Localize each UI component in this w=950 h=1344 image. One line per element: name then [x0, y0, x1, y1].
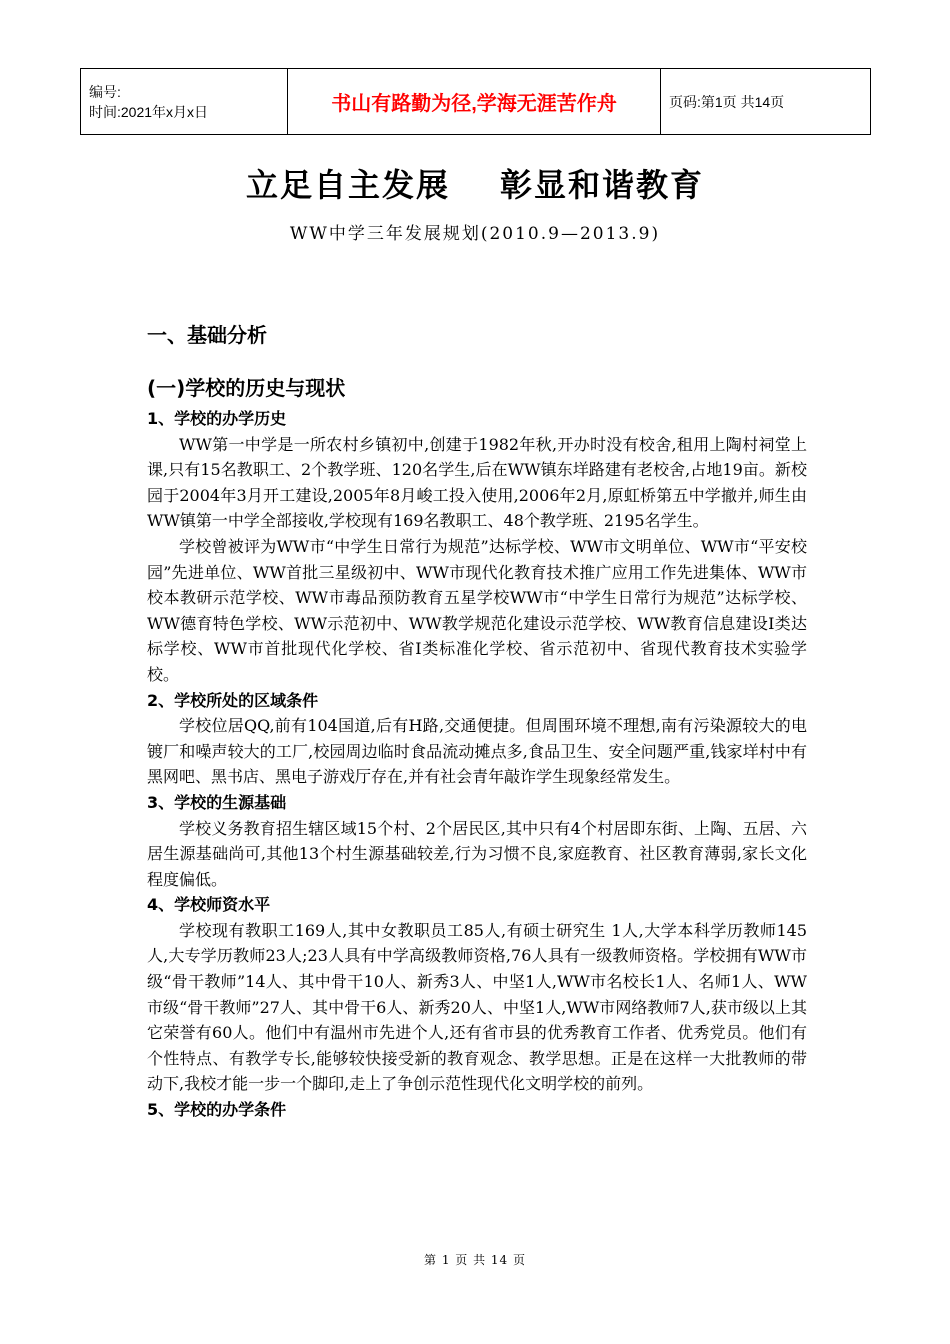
- header-page-info: 页码:第1页 共14页: [661, 69, 871, 135]
- item-heading: 2、学校所处的区域条件: [147, 690, 319, 710]
- paragraph: 学校曾被评为WW市“中学生日常行为规范”达标学校、WW市文明单位、WW市“平安校园”先进单位、WW首批三星级初中、WW市现代化教育技术推广应用工作先进集体、WW市校本教研示范学校、WW市毒品预防教育五星学校WW市“中学生日常行为规范”达标学校、WW德育特色学校、WW示范初中、WW教学规范化建设示范学校、WW教育信息建设Ⅰ类达标学校、WW市首批现代化学校、省Ⅰ类标准化学校、省示范初中、省现代教育技术实验学校。: [147, 536, 807, 684]
- subsection-heading: (一)学校的历史与现状: [147, 376, 346, 400]
- section-heading: 一、基础分析: [147, 323, 267, 347]
- title-part-2: 彰显和谐教育: [500, 166, 705, 204]
- page-footer: 第 1 页 共 14 页: [424, 1253, 526, 1267]
- header-motto: 书山有路勤为径,学海无涯苦作舟: [288, 69, 661, 135]
- header-table: [80, 68, 871, 135]
- item-heading: 3、学校的生源基础: [147, 792, 287, 812]
- item-heading: 4、学校师资水平: [147, 895, 271, 915]
- item-heading: 5、学校的办学条件: [147, 1100, 287, 1120]
- document-subtitle: WW中学三年发展规划(2010.9—2013.9): [289, 224, 661, 244]
- paragraph: 学校现有教职工169人,其中女教职员工85人,有硕士研究生 1人,大学本科学历教师145人,大专学历教师23人;23人具有中学高级教师资格,76人具有一级教师资格。学校拥有WW市级“骨干教师”14人、其中骨干10人、新秀3人、中坚1人,WW市名校长1人、名师1人、WW市级“骨干教师”27人、其中骨干6人、新秀20人、中坚1人,WW市网络教师7人,获市级以上其它荣誉有60人。他们中有温州市先进个人,还有省市县的优秀教育工作者、优秀党员。他们有个性特点、有教学专长,能够较快接受新的教育观念、教学思想。正是在这样一大批教师的带动下,我校才能一步一个脚印,走上了争创示范性现代化文明学校的前列。: [147, 920, 807, 1094]
- paragraph: WW第一中学是一所农村乡镇初中,创建于1982年秋,开办时没有校舍,租用上陶村祠堂上课,只有15名教职工、2个教学班、120名学生,后在WW镇东垟路建有老校舍,占地19亩。新校园于2004年3月开工建设,2005年8月峻工投入使用,2006年2月,原虹桥第五中学撤并,师生由WW镇第一中学全部接收,学校现有169名教职工、48个教学班、2195名学生。: [147, 434, 807, 531]
- title-part-1: 立足自主发展: [245, 166, 450, 204]
- document-body: [147, 320, 807, 1123]
- document-title: [0, 160, 950, 206]
- item-heading: 1、学校的办学历史: [147, 409, 287, 428]
- paragraph: 学校义务教育招生辖区域15个村、2个居民区,其中只有4个村居即东街、上陶、五居、六居生源基础尚可,其他13个村生源基础较差,行为习惯不良,家庭教育、社区教育薄弱,家长文化程度偏低。: [147, 818, 807, 889]
- header-meta-cell: [81, 69, 288, 135]
- paragraph: 学校位居QQ,前有104国道,后有H路,交通便捷。但周围环境不理想,南有污染源较大的电镀厂和噪声较大的工厂,校园周边临时食品流动摊点多,食品卫生、安全问题严重,钱家垟村中有黑网吧、黑书店、黑电子游戏厅存在,并有社会青年敲诈学生现象经常发生。: [147, 716, 807, 787]
- document-time-label: 时间:2021年x月x日: [89, 103, 209, 120]
- document-number-label: 编号:: [89, 83, 121, 100]
